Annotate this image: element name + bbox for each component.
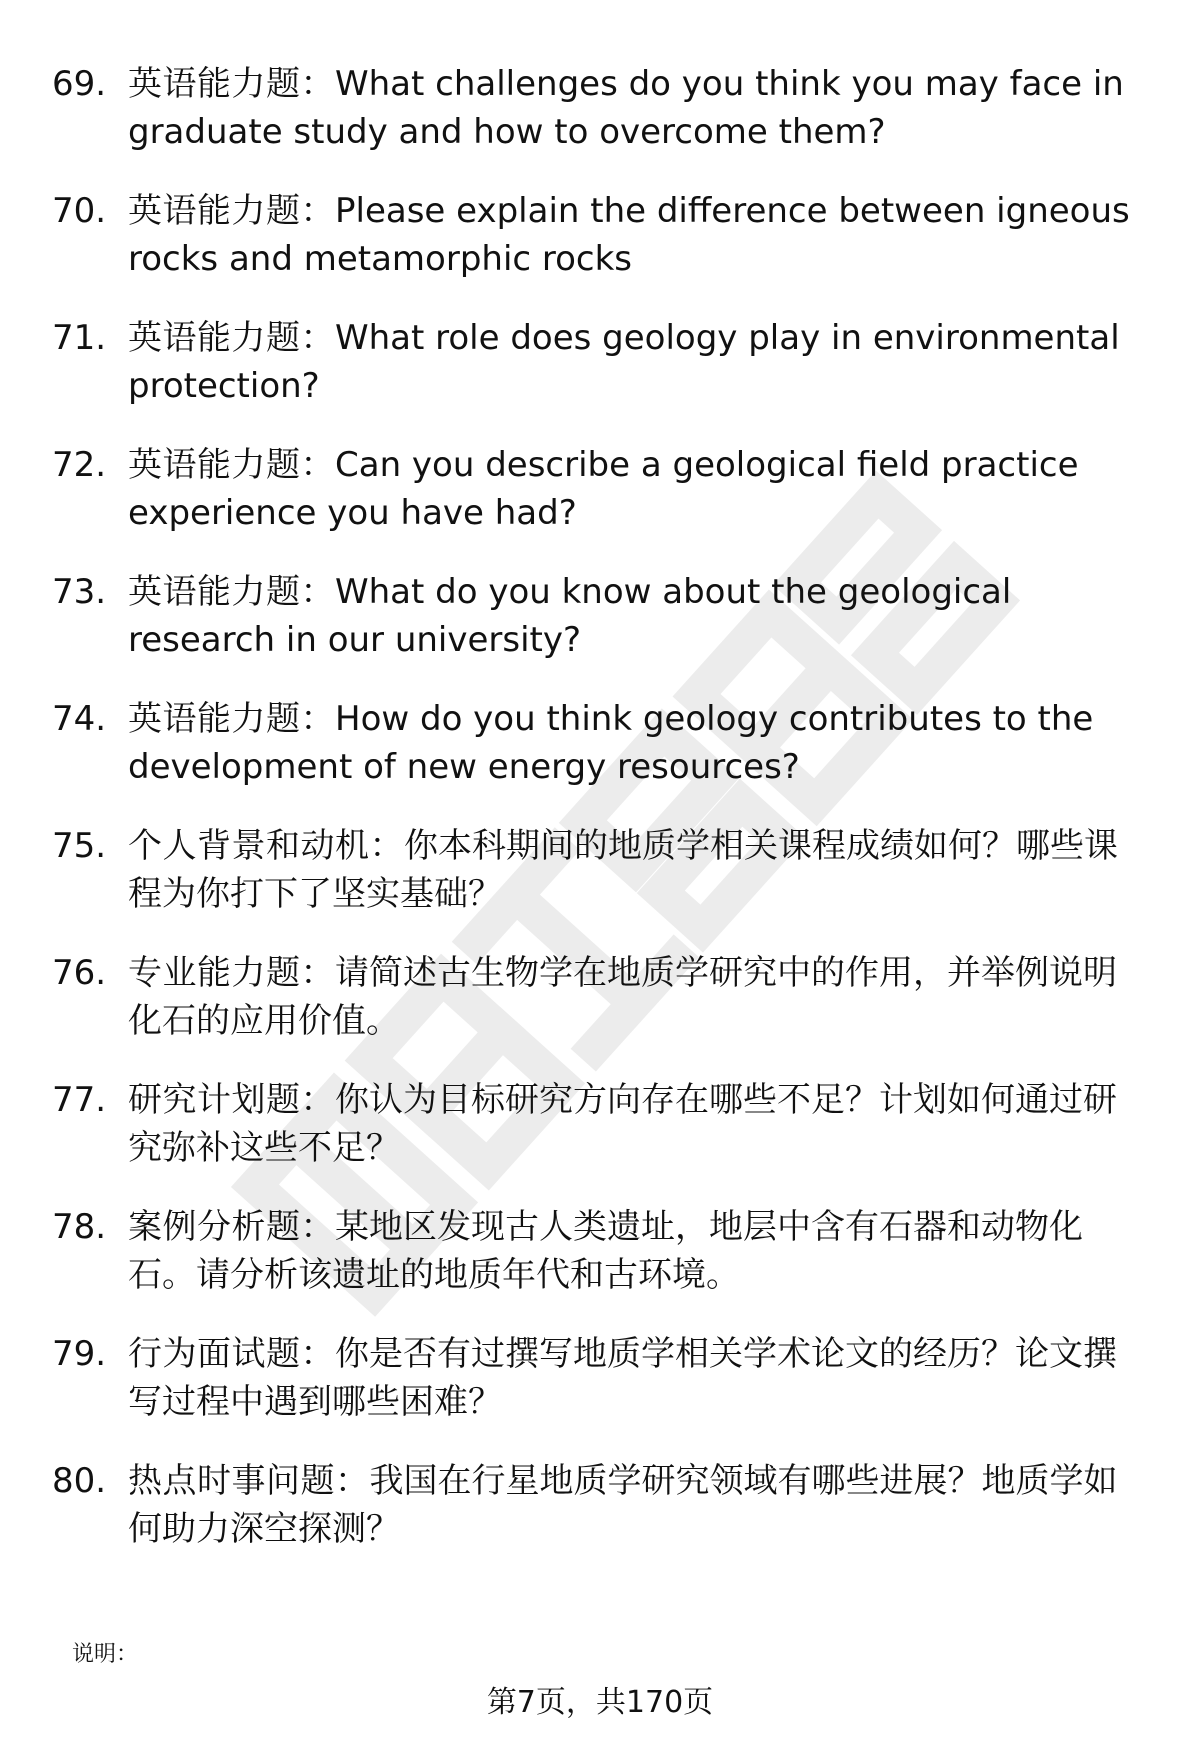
page-footer: 第7页，共170页 <box>486 1685 714 1720</box>
question-text: How do you think geology contributes to the development of new energy resources? <box>128 699 1094 787</box>
question-item <box>52 1076 1147 1172</box>
question-item <box>52 949 1147 1045</box>
question-number: 70. <box>52 191 107 231</box>
question-category: 英语能力题： <box>128 572 335 612</box>
note-label: 说明： <box>72 1642 139 1667</box>
question-text: What challenges do you think you may face in graduate study and how to overcome them? <box>128 64 1124 152</box>
question-text: What role does geology play in environmental protection? <box>128 318 1120 406</box>
question-category: 英语能力题： <box>128 699 335 739</box>
question-text: 请简述古生物学在地质学研究中的作用，并举例说明化石的应用价值。 <box>128 953 1117 1041</box>
question-category: 热点时事问题： <box>128 1461 370 1501</box>
question-number: 80. <box>52 1461 107 1501</box>
question-item <box>52 1203 1147 1299</box>
question-category: 案例分析题： <box>128 1207 335 1247</box>
question-item <box>52 441 1147 537</box>
question-category: 英语能力题： <box>128 191 335 231</box>
question-item <box>52 314 1147 410</box>
question-text: 我国在行星地质学研究领域有哪些进展？地质学如何助力深空探测？ <box>128 1461 1118 1549</box>
question-category: 研究计划题： <box>128 1080 335 1120</box>
question-category: 英语能力题： <box>128 445 335 485</box>
question-text: 你是否有过撰写地质学相关学术论文的经历？论文撰写过程中遇到哪些困难？ <box>128 1334 1117 1422</box>
question-text: Can you describe a geological field practice experience you have had? <box>128 445 1079 533</box>
question-number: 72. <box>52 445 107 485</box>
question-text: Please explain the difference between igneous rocks and metamorphic rocks <box>128 191 1130 279</box>
question-number: 71. <box>52 318 107 358</box>
question-item <box>52 822 1147 918</box>
question-category: 个人背景和动机： <box>128 826 404 866</box>
question-category: 专业能力题： <box>128 953 335 993</box>
question-number: 79. <box>52 1334 107 1374</box>
question-item <box>52 1330 1147 1426</box>
question-item <box>52 60 1147 156</box>
question-number: 74. <box>52 699 107 739</box>
question-number: 78. <box>52 1207 107 1247</box>
question-number: 73. <box>52 572 107 612</box>
question-number: 69. <box>52 64 107 104</box>
question-number: 76. <box>52 953 107 993</box>
question-number: 75. <box>52 826 107 866</box>
question-item <box>52 187 1147 283</box>
question-number: 77. <box>52 1080 107 1120</box>
question-list <box>52 60 1147 1584</box>
question-category: 行为面试题： <box>128 1334 335 1374</box>
question-category: 英语能力题： <box>128 318 335 358</box>
question-text: 你认为目标研究方向存在哪些不足？计划如何通过研究弥补这些不足？ <box>128 1080 1117 1168</box>
question-text: 某地区发现古人类遗址，地层中含有石器和动物化石。请分析该遗址的地质年代和古环境。 <box>128 1207 1083 1295</box>
question-item <box>52 568 1147 664</box>
question-text: 你本科期间的地质学相关课程成绩如何？哪些课程为你打下了坚实基础？ <box>128 826 1118 914</box>
question-item <box>52 1457 1147 1553</box>
question-category: 英语能力题： <box>128 64 335 104</box>
question-item <box>52 695 1147 791</box>
question-text: What do you know about the geological research in our university? <box>128 572 1012 660</box>
